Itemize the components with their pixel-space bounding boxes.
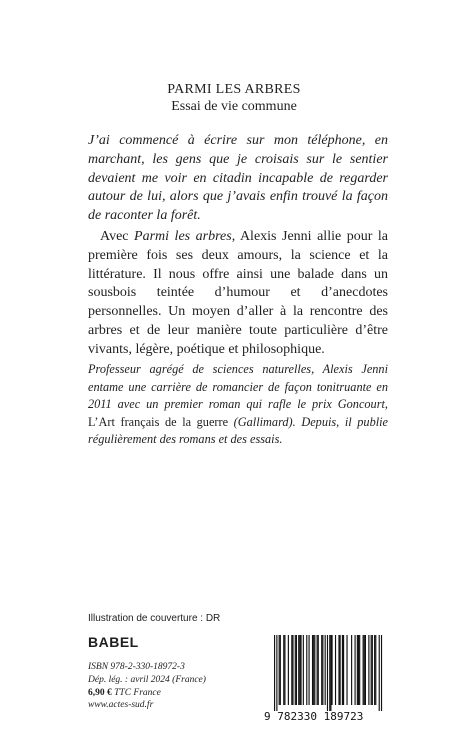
isbn: ISBN 978-2-330-18972-3 — [88, 662, 185, 672]
barcode-bar — [371, 635, 372, 705]
barcode-bar — [372, 635, 373, 705]
barcode-bar — [291, 635, 292, 705]
barcode-bar — [364, 635, 365, 705]
imprint-block — [88, 661, 206, 712]
barcode-bar — [365, 635, 366, 705]
barcode-bar — [295, 635, 296, 705]
barcode-bars — [264, 633, 392, 713]
barcode-bar — [355, 635, 356, 705]
barcode-bar — [276, 635, 277, 711]
barcode-bar — [288, 635, 289, 705]
barcode — [264, 633, 392, 721]
barcode-bar — [279, 635, 280, 705]
barcode-bar — [296, 635, 297, 705]
barcode-bar — [325, 635, 326, 705]
barcode-bar — [329, 635, 330, 711]
barcode-bar — [340, 635, 341, 705]
description-paragraph — [88, 228, 388, 360]
author-quote: J’ai commencé à écrire sur mon téléphone, en marchant, les gens que je croisais sur le sentier devaient me voir en citadin incapable de regarder autour de lui, alors que j’avais enfin trouvé la façon de raconter la forêt. — [88, 133, 388, 224]
barcode-bar — [363, 635, 364, 705]
barcode-bar — [368, 635, 369, 705]
publisher-logo: BABEL — [88, 634, 139, 650]
bio-part1: Professeur agrégé de sciences naturelles, Alexis Jenni entame une carrière de romancier de façon tonitruante en 2011 avec un premier roman qui rafle le prix Goncourt, — [88, 362, 388, 412]
barcode-bar — [280, 635, 281, 705]
barcode-bar — [313, 635, 314, 705]
barcode-bar — [299, 635, 300, 705]
barcode-bar — [314, 635, 315, 705]
barcode-bar — [300, 635, 301, 705]
description-title-ref: Parmi les arbres — [134, 229, 232, 244]
barcode-bar — [330, 635, 331, 711]
description-lead: Avec — [100, 229, 135, 244]
barcode-bar — [327, 635, 328, 711]
barcode-bar — [322, 635, 323, 705]
barcode-bar — [351, 635, 352, 705]
barcode-bar — [338, 635, 339, 705]
barcode-bar — [346, 635, 347, 705]
barcode-bar — [292, 635, 293, 705]
barcode-bar — [312, 635, 313, 705]
barcode-bar — [332, 635, 333, 705]
book-description — [88, 228, 388, 360]
barcode-bar — [335, 635, 336, 705]
barcode-bar — [306, 635, 307, 705]
website: www.actes-sud.fr — [88, 700, 154, 711]
description-body: , Alexis Jenni allie pour la première fois ses deux amours, la science et la littérature. Il nous offre ainsi une balade dans un sousbois teintée d’humour et d’anecdotes personnelles. Un moyen d’aller à la rencontre des arbres et de leur manière toute particulière d’être vivants, légère, poétique et philosophique. — [88, 229, 389, 357]
barcode-bar — [284, 635, 285, 705]
price-value: 6,90 € — [88, 687, 112, 698]
barcode-bar — [343, 635, 344, 705]
barcode-bar — [321, 635, 322, 705]
book-subtitle: Essai de vie commune — [171, 99, 297, 114]
barcode-bar — [318, 635, 319, 705]
illustration-credit: Illustration de couverture : DR — [88, 613, 221, 624]
legal-deposit: Dép. lég. : avril 2024 (France) — [88, 674, 206, 685]
barcode-bar — [303, 635, 304, 705]
barcode-bar — [309, 635, 310, 705]
barcode-digits: 9 782330 189723 — [264, 710, 364, 723]
barcode-bar — [358, 635, 359, 705]
barcode-bar — [357, 635, 358, 705]
barcode-bar — [359, 635, 360, 705]
barcode-bar — [379, 635, 380, 711]
price-suffix: TTC France — [111, 687, 161, 698]
barcode-bar — [381, 635, 382, 711]
barcode-bar — [283, 635, 284, 705]
book-title: PARMI LES ARBRES — [167, 82, 301, 97]
barcode-bar — [274, 635, 275, 711]
barcode-bar — [317, 635, 318, 705]
price — [88, 687, 206, 700]
author-bio — [88, 361, 388, 449]
barcode-bar — [298, 635, 299, 705]
bio-part2: (Gallimard). Depuis, il publie régulièrement des romans et des essais. — [88, 414, 389, 447]
barcode-bar — [375, 635, 376, 705]
barcode-bar — [374, 635, 375, 705]
barcode-bar — [342, 635, 343, 705]
bio-novel-title: L’Art français de la guerre — [88, 414, 229, 429]
